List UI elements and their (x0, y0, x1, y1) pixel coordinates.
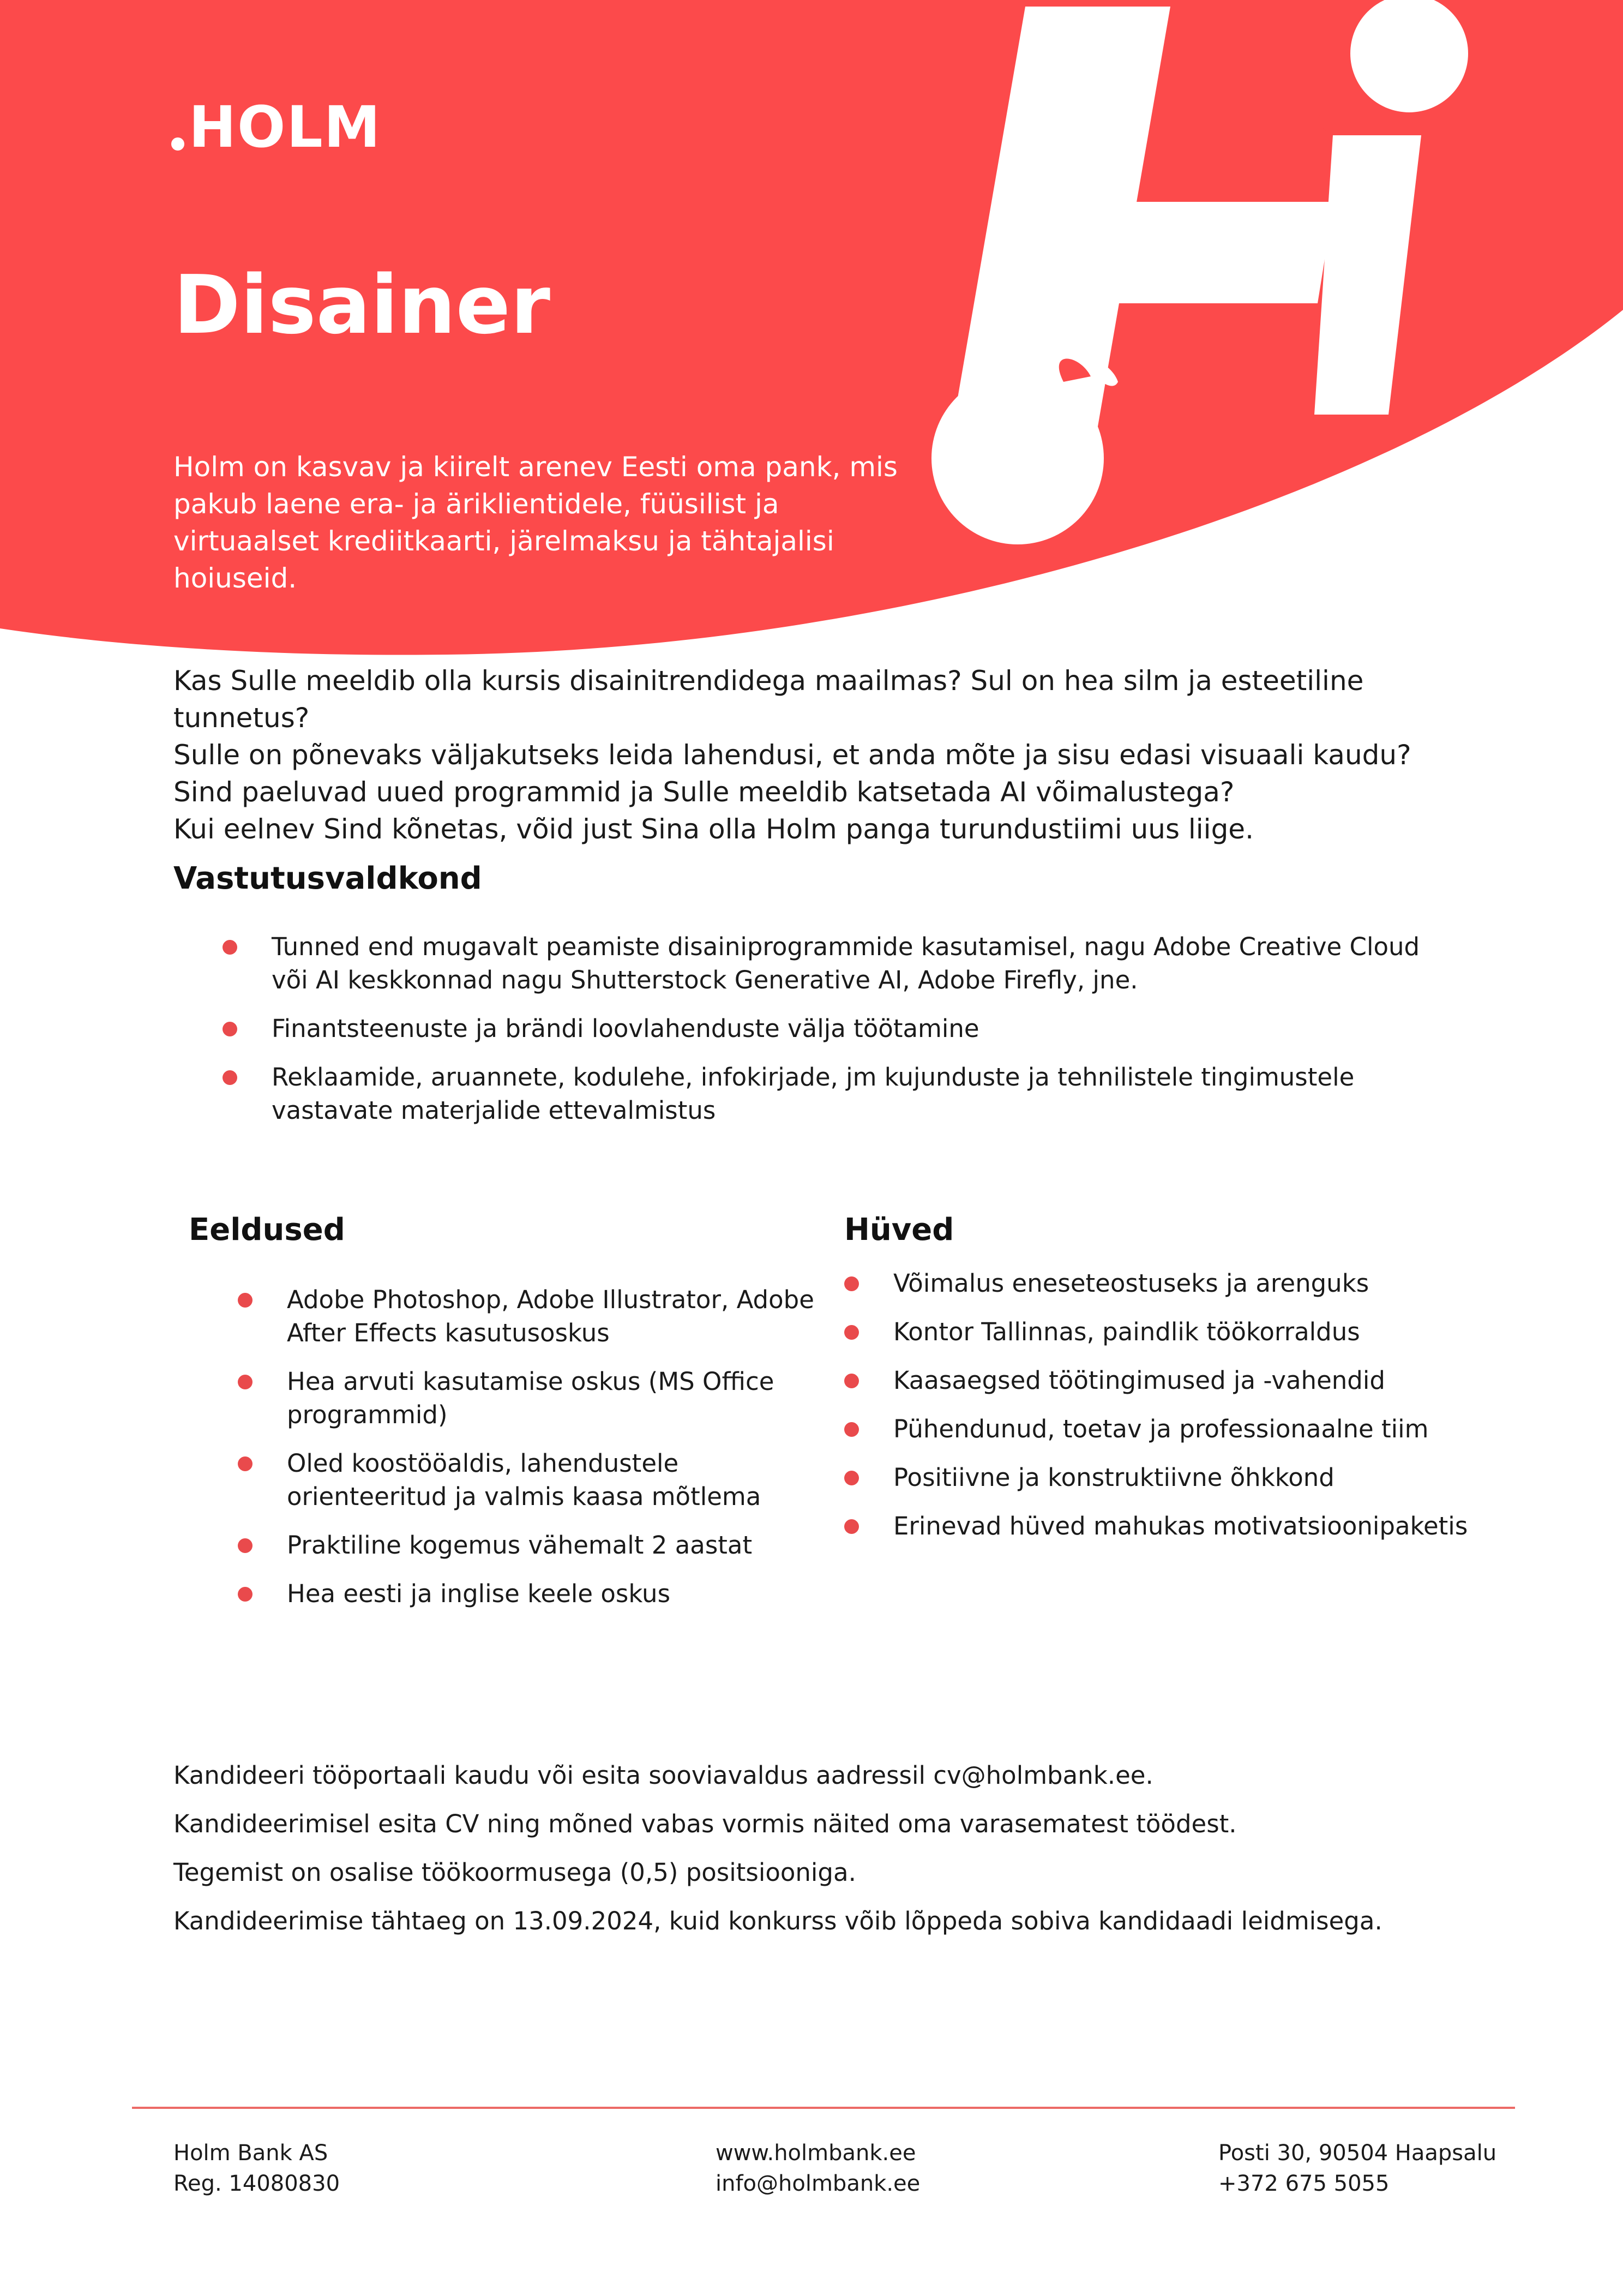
list-item (893, 1509, 1493, 1543)
list-item (272, 1060, 1460, 1127)
bullet-icon (844, 1519, 859, 1534)
bullet-icon (238, 1538, 253, 1553)
requirements-heading: Eeldused (189, 1212, 345, 1248)
bullet-icon (238, 1587, 253, 1602)
lead-paragraph (173, 662, 1471, 848)
apply-instructions: Kandideeri tööportaali kaudu või esita sooviavaldus aadressil cv@holmbank.ee. (173, 1761, 1153, 1790)
apply-cv-note: Kandideerimisel esita CV ning mõned vabas vormis näited oma varasematest töödest. (173, 1809, 1237, 1838)
bullet-icon (223, 940, 237, 955)
footer-address: Posti 30, 90504 Haapsalu (1218, 2141, 1497, 2166)
list-item (893, 1267, 1493, 1300)
lead-line: Kas Sulle meeldib olla kursis disainitrendidega maailmas? Sul on hea silm ja esteetiline tunnetus? (173, 665, 1364, 734)
job-title: Disainer (173, 258, 551, 352)
company-intro: Holm on kasvav ja kiirelt arenev Eesti oma pank, mis pakub laene era- ja äriklientidele, füüsilist ja virtuaalset krediitkaarti, järelmaksu ja tähtajalisi hoiuseid. (173, 451, 898, 594)
bullet-icon (223, 1022, 237, 1036)
list-item (893, 1364, 1493, 1397)
bullet-icon (223, 1070, 237, 1085)
responsibilities-list (272, 930, 1460, 1142)
bullet-icon (238, 1375, 253, 1389)
list-item (893, 1461, 1493, 1494)
list-item (272, 1012, 1460, 1045)
requirements-list (287, 1283, 832, 1626)
list-item-text: Hea arvuti kasutamise oskus (MS Office programmid) (287, 1367, 774, 1429)
list-item-text: Praktiline kogemus vähemalt 2 aastat (287, 1531, 753, 1560)
footer-divider (132, 2107, 1515, 2109)
logo-wordmark: HOLM (189, 94, 382, 160)
workload-note: Tegemist on osalise töökoormusega (0,5) positsiooniga. (173, 1858, 856, 1887)
list-item-text: Kontor Tallinnas, paindlik töökorraldus (893, 1317, 1360, 1346)
footer-phone: +372 675 5055 (1218, 2171, 1390, 2196)
list-item (287, 1365, 832, 1431)
lead-line: Sind paeluvad uued programmid ja Sulle meeldib katsetada AI võimalustega? (173, 776, 1235, 808)
list-item (287, 1283, 832, 1350)
list-item-text: Finantsteenuste ja brändi loovlahenduste välja töötamine (272, 1014, 979, 1043)
lead-line: Sulle on põnevaks väljakutseks leida lahendusi, et anda mõte ja sisu edasi visuaali kaudu? (173, 739, 1411, 771)
list-item-text: Tunned end mugavalt peamiste disainiprogrammide kasutamisel, nagu Adobe Creative Cloud või AI keskkonnad nagu Shutterstock Generative AI, Adobe Firefly, jne. (272, 932, 1420, 994)
list-item-text: Erinevad hüved mahukas motivatsioonipaketis (893, 1512, 1468, 1540)
footer-email: info@holmbank.ee (716, 2171, 921, 2196)
list-item (287, 1447, 832, 1513)
list-item-text: Pühendunud, toetav ja professionaalne tiim (893, 1414, 1429, 1443)
list-item-text: Kaasaegsed töötingimused ja -vahendid (893, 1366, 1385, 1395)
deadline-note: Kandideerimise tähtaeg on 13.09.2024, kuid konkurss võib lõppeda sobiva kandidaadi leidmisega. (173, 1907, 1382, 1935)
list-item (287, 1528, 832, 1562)
list-item-text: Positiivne ja konstruktiivne õhkkond (893, 1463, 1335, 1492)
bullet-icon (238, 1456, 253, 1471)
list-item (893, 1412, 1493, 1446)
lead-line: Kui eelnev Sind kõnetas, võid just Sina olla Holm panga turundustiimi uus liige. (173, 813, 1254, 845)
list-item (893, 1315, 1493, 1348)
bullet-icon (844, 1374, 859, 1388)
bullet-icon (238, 1293, 253, 1308)
responsibilities-heading: Vastutusvaldkond (173, 861, 482, 896)
footer-website: www.holmbank.ee (716, 2141, 916, 2166)
benefits-heading: Hüved (844, 1212, 954, 1248)
footer-reg: Reg. 14080830 (173, 2171, 340, 2196)
list-item (287, 1577, 832, 1610)
list-item-text: Võimalus eneseteostuseks ja arenguks (893, 1269, 1369, 1298)
bullet-icon (844, 1471, 859, 1485)
benefits-list (893, 1267, 1493, 1558)
list-item-text: Hea eesti ja inglise keele oskus (287, 1579, 671, 1608)
bullet-icon (844, 1276, 859, 1291)
list-item (272, 930, 1460, 997)
footer-company: Holm Bank AS (173, 2141, 328, 2166)
list-item-text: Oled koostööaldis, lahendustele orienteeritud ja valmis kaasa mõtlema (287, 1449, 761, 1511)
bullet-icon (844, 1422, 859, 1437)
list-item-text: Reklaamide, aruannete, kodulehe, infokirjade, jm kujunduste ja tehnilistele tingimustele vastavate materjalide ettevalmistus (272, 1063, 1355, 1125)
list-item-text: Adobe Photoshop, Adobe Illustrator, Adobe After Effects kasutusoskus (287, 1285, 814, 1347)
bullet-icon (844, 1325, 859, 1340)
logo-dot-icon (171, 137, 184, 151)
